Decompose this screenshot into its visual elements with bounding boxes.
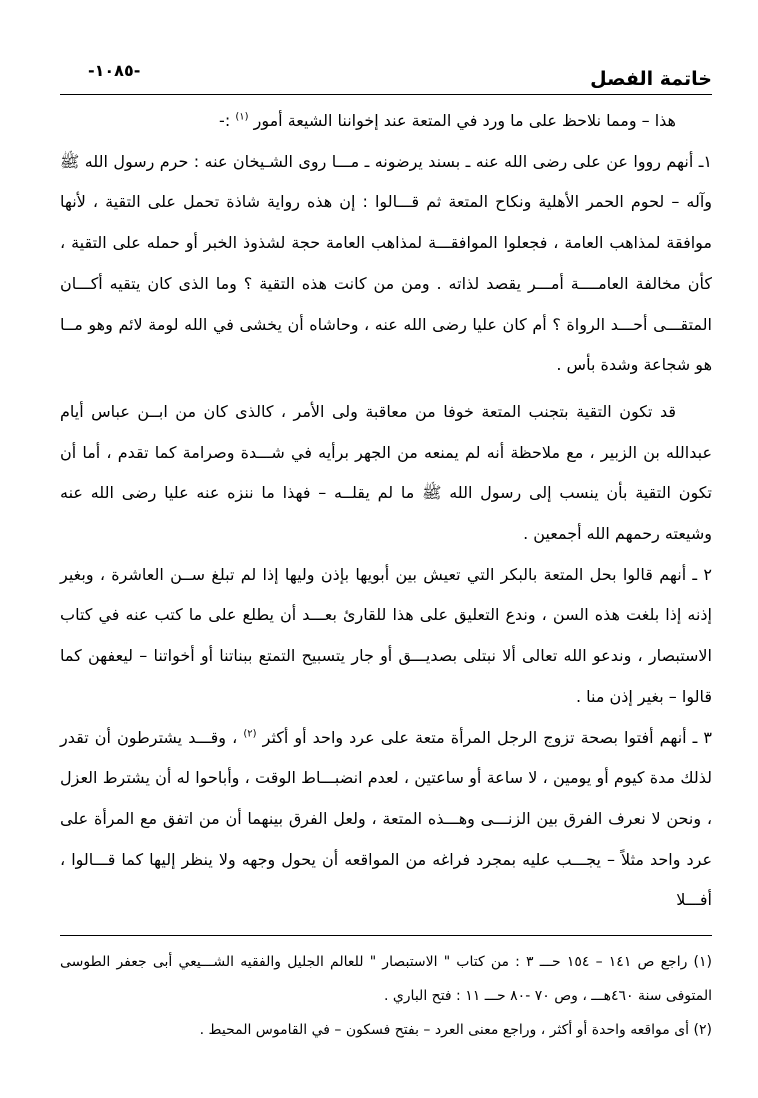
paragraph-item-3-rest: ، وقـــد يشترطون أن تقدر لذلك مدة كيوم أو يومين ، لا ساعة أو ساعتين ، لعدم انضبـــاط الوقت ، وأباحوا له أن يشترط العزل ، ونحن لا نعرف الفرق بين الزنـــى وهـــذه المتعة ، ولعل الفرق بينهما أن من اتفق مع المرأة على عرد واحد مثلاً – يجـــب عليه بمجرد فراغه من المواقعه أن يحول وجهه ولا ينظر إليها كما قـــالوا ، أفـــلا <box>60 727 712 910</box>
intro-tail: :- <box>219 111 231 130</box>
footnote-2: (٢) أى مواقعه واحدة أو أكثر ، وراجع معنى العرد – بفتح فسكون – في القاموس المحيط . <box>199 1022 712 1038</box>
paragraph-intro-text: هذا – ومما نلاحظ على ما ورد في المتعة عند إخواننا الشيعة أمور <box>253 111 676 130</box>
paragraph-item-1: ١ـ أنهم رووا عن على رضى الله عنه ـ بسند يرضونه ـ مـــا روى الشـيخان عنه : حرم رسول الله ﷺ وآله – لحوم الحمر الأهلية ونكاح المتعة ثم قـــالوا : إن هذه رواية شاذة تحمل على التقية ، لأنها موافقة لمذاهب العامة ، فجعلوا الموافقـــة لمذاهب العامة حجة لشذوذ الخبر أو حمله على التقية ، كأن مخالفة العامــــة أمـــر يقصد لذاته . ومن من كانت هذه التقية ؟ وما الذى كان يتقيه أكـــان المتقـــى أحـــد الرواة ؟ أم كان عليا رضى الله عنه ، وحاشاه أن يخشى في الله لومة لائم وهو مــا هو شجاعة وشدة بأس . <box>60 151 712 375</box>
footnote-marker-2: (٢) <box>243 728 257 740</box>
paragraph-item-3 <box>60 718 712 922</box>
footnote-1: (١) راجع ص ١٤١ – ١٥٤ حـــ ٣ : من كتاب " الاستبصار " للعالم الجليل والفقيه الشـــيعي أبى جعفر الطوسى المتوفى سنة ٤٦٠هـــ ، وص ٧٠ -٨٠ حـــ ١١ : فتح الباري . <box>60 954 712 1004</box>
page-number: -١٠٨٥- <box>88 61 141 80</box>
paragraph-item-3-start: ٣ ـ أنهم أفتوا بصحة تزوج الرجل المرأة متعة على عرد واحد أو أكثر <box>262 727 713 747</box>
footnote-marker-1: (١) <box>235 111 249 123</box>
paragraph-intro <box>60 101 712 142</box>
footnote-rule <box>60 935 712 936</box>
page-header <box>60 55 712 95</box>
book-page <box>60 55 712 1055</box>
body-text <box>60 101 712 921</box>
footnotes <box>60 945 712 1047</box>
header-rule <box>60 94 712 95</box>
chapter-title: خاتمة الفصل <box>590 68 712 90</box>
paragraph-taqiyya: قد تكون التقية بتجنب المتعة خوفا من معاقبة ولى الأمر ، كالذى كان من ابــن عباس أيام عبدالله بن الزبير ، مع ملاحظة أنه لم يمنعه من الجهر برأيه في شـــدة وصرامة كما تقدم ، أما أن تكون التقية بأن ينسب إلى رسول الله ﷺ ما لم يقلــه – فهذا ما ننزه عنه عليا رضى الله عنه وشيعته رحمهم الله أجمعين . <box>60 401 712 544</box>
paragraph-item-2: ٢ ـ أنهم قالوا بحل المتعة بالبكر التي تعيش بين أبويها بإذن وليها إذا لم تبلغ ســن العاشرة ، وبغير إذنه إذا بلغت هذه السن ، وندع التعليق على هذا للقارئ بعـــد أن يطلع على ما كتب عنه في كتاب الاستبصار ، وندعو الله تعالى ألا نبتلى بصديـــق أو جار يتسبيح التمتع ببناتنا أو أخواتنا – ليعفهن كما قالوا – بغير إذن منا . <box>60 564 712 706</box>
